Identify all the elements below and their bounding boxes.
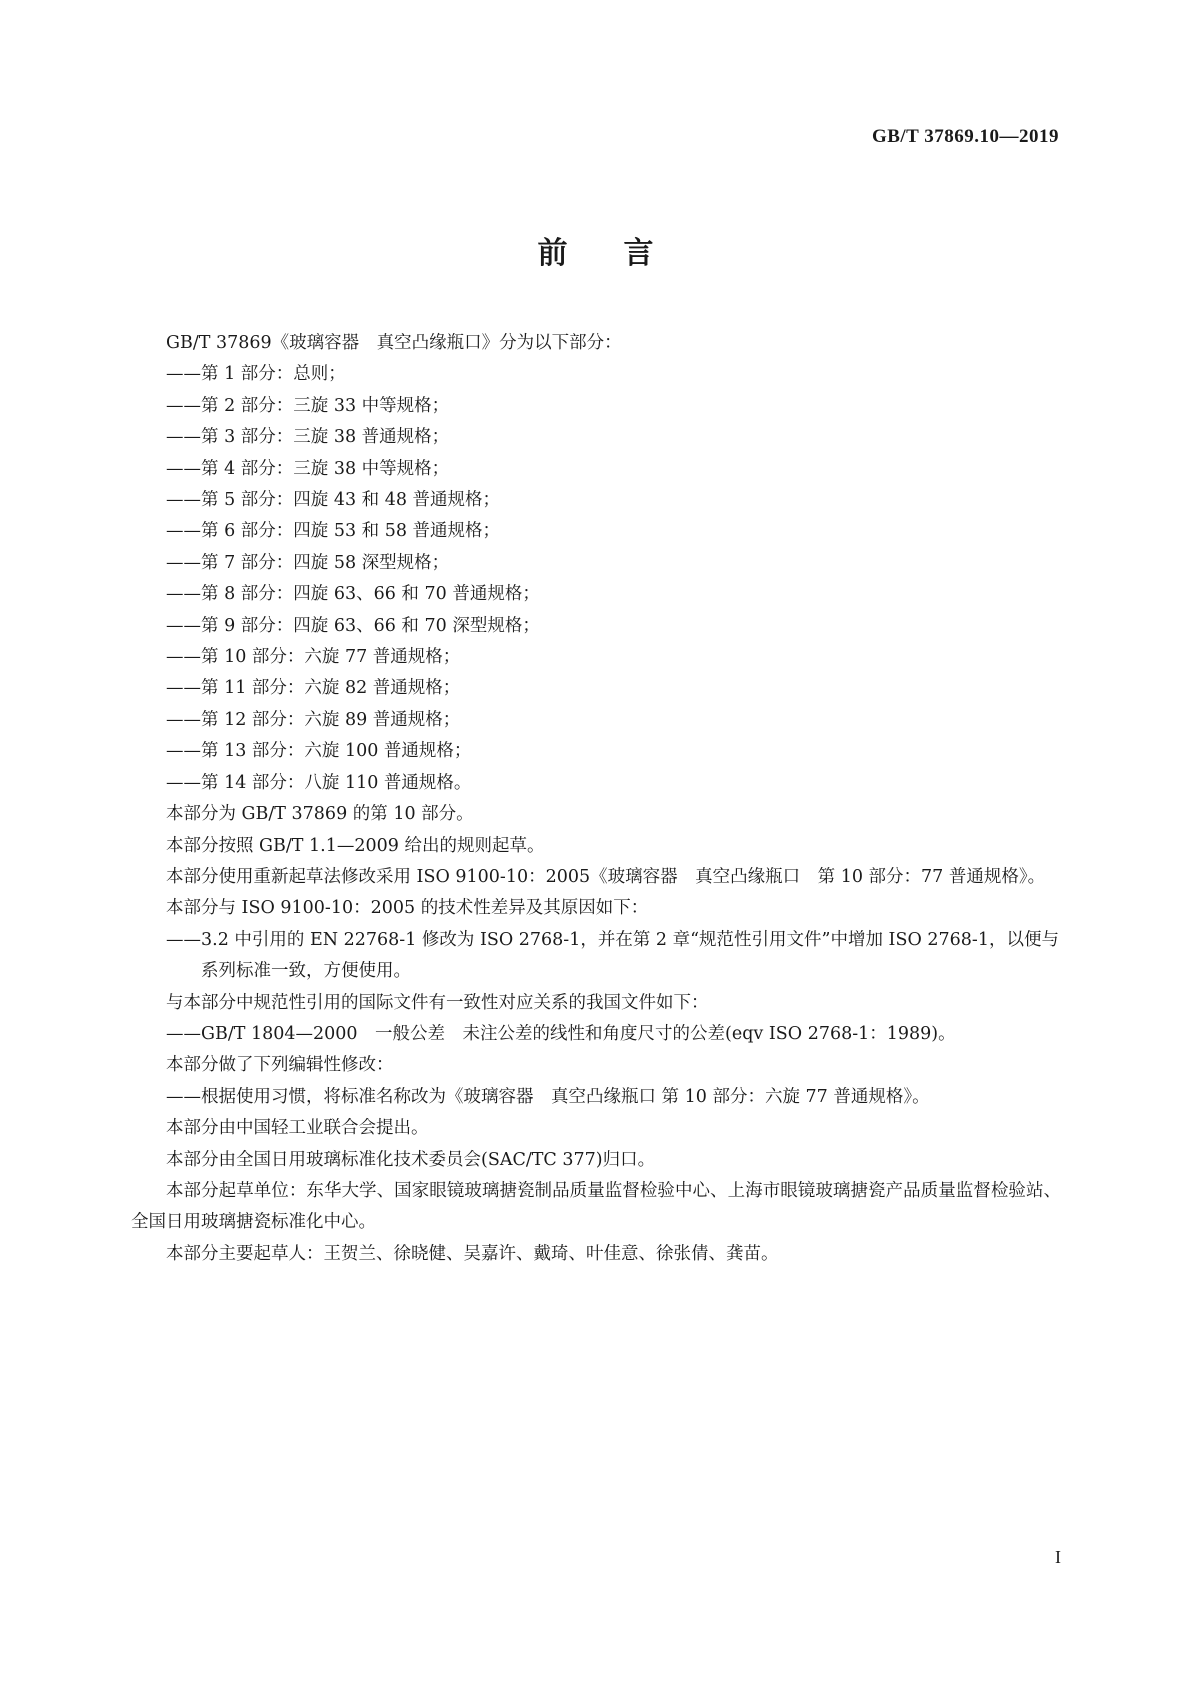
corresponding-item: ——GB/T 1804—2000 一般公差 未注公差的线性和角度尺寸的公差(eqv ISO 2768-1：1989)。 (166, 1023, 956, 1044)
adoption-statement: 本部分使用重新起草法修改采用 ISO 9100-10：2005《玻璃容器 真空凸缘瓶口 第 10 部分：77 普通规格》。 (166, 866, 1046, 887)
list-item: ——第 4 部分：三旋 38 中等规格； (166, 458, 450, 479)
managed-by: 本部分由全国日用玻璃标准化技术委员会(SAC/TC 377)归口。 (166, 1149, 656, 1170)
parts-list (131, 359, 1061, 799)
tech-diff-item: ——3.2 中引用的 EN 22768-1 修改为 ISO 2768-1，并在第 2 章“规范性引用文件”中增加 ISO 2768-1，以便与系列标准一致，方便使用。 (166, 929, 1059, 982)
list-item: ——第 1 部分：总则； (166, 364, 346, 385)
list-item: ——第 5 部分：四旋 43 和 48 普通规格； (166, 490, 501, 511)
list-item: ——第 7 部分：四旋 58 深型规格； (166, 552, 450, 573)
list-item: ——第 9 部分：四旋 63、66 和 70 深型规格； (166, 615, 540, 636)
list-item: ——第 10 部分：六旋 77 普通规格； (166, 647, 461, 668)
drafting-units: 本部分起草单位：东华大学、国家眼镜玻璃搪瓷制品质量监督检验中心、上海市眼镜玻璃搪瓷产品质量监督检验站、全国日用玻璃搪瓷标准化中心。 (131, 1180, 1061, 1233)
drafters: 本部分主要起草人：王贺兰、徐晓健、吴嘉许、戴琦、叶佳意、徐张倩、龚苗。 (166, 1243, 779, 1264)
page-title: 前言 (537, 236, 710, 271)
standard-number: GB/T 37869.10—2019 (871, 126, 1059, 147)
list-item: ——第 14 部分：八旋 110 普通规格。 (166, 772, 472, 793)
proposed-by: 本部分由中国轻工业联合会提出。 (166, 1118, 429, 1139)
foreword-body (131, 328, 1061, 1270)
intro-paragraph: GB/T 37869《玻璃容器 真空凸缘瓶口》分为以下部分： (166, 333, 622, 353)
list-item: ——第 11 部分：六旋 82 普通规格； (166, 678, 461, 699)
tech-diff-intro: 本部分与 ISO 9100-10：2005 的技术性差异及其原因如下： (166, 898, 649, 919)
list-item: ——第 8 部分：四旋 63、66 和 70 普通规格； (166, 584, 540, 605)
list-item: ——第 6 部分：四旋 53 和 58 普通规格； (166, 521, 501, 542)
drafting-rule: 本部分按照 GB/T 1.1—2009 给出的规则起草。 (166, 835, 545, 856)
part-statement: 本部分为 GB/T 37869 的第 10 部分。 (166, 804, 474, 825)
list-item: ——第 13 部分：六旋 100 普通规格； (166, 741, 472, 762)
list-item: ——第 2 部分：三旋 33 中等规格； (166, 395, 450, 416)
page-number: I (1055, 1547, 1061, 1567)
list-item: ——第 3 部分：三旋 38 普通规格； (166, 427, 450, 448)
list-item: ——第 12 部分：六旋 89 普通规格； (166, 709, 461, 730)
editorial-item: ——根据使用习惯，将标准名称改为《玻璃容器 真空凸缘瓶口 第 10 部分：六旋 77 普通规格》。 (166, 1086, 930, 1107)
editorial-intro: 本部分做了下列编辑性修改： (166, 1055, 394, 1076)
corresponding-intro: 与本部分中规范性引用的国际文件有一致性对应关系的我国文件如下： (166, 992, 709, 1013)
